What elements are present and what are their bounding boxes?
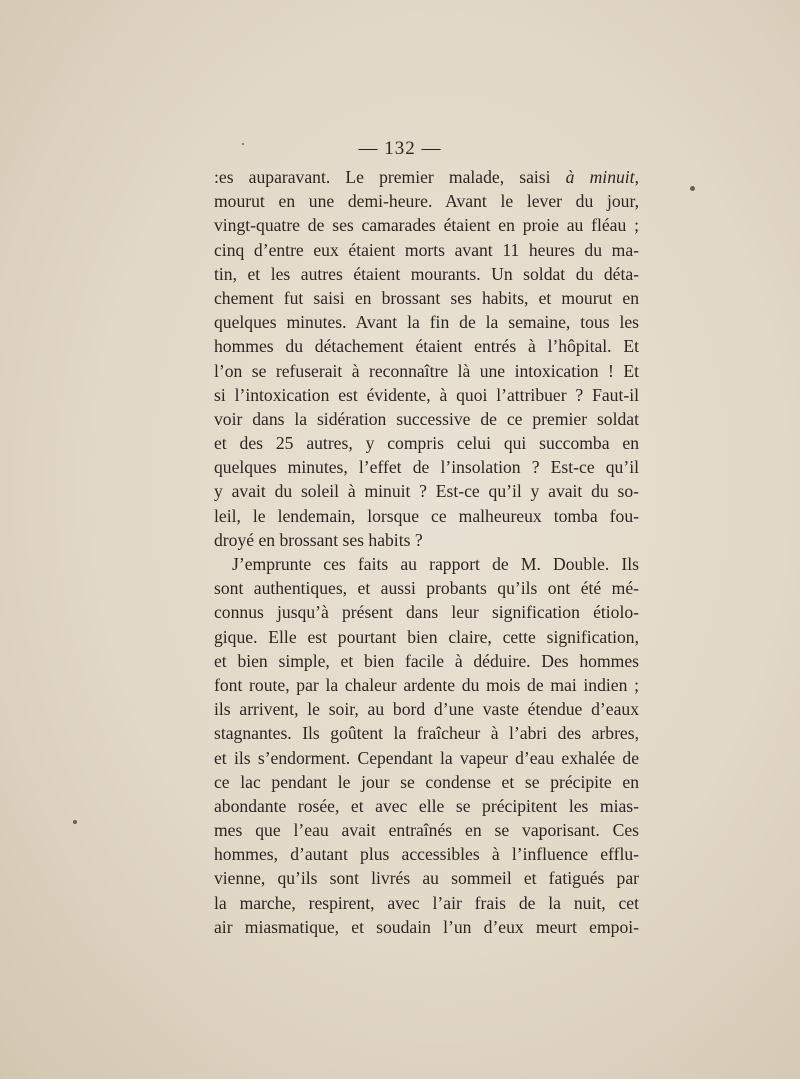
text-segment: quelques minutes. Avant la fin de la semaine, tous les <box>214 312 639 333</box>
text-line <box>214 479 639 503</box>
text-segment: la marche, respirent, avec l’air frais de la nuit, cet <box>214 892 639 913</box>
text-segment: J’emprunte ces faits au rapport de M. Double. Ils <box>232 554 639 574</box>
text-line <box>214 866 639 890</box>
text-segment: tin, et les autres étaient mourants. Un soldat du déta- <box>214 263 639 284</box>
text-line <box>214 165 639 189</box>
text-segment: hommes, d’autant plus accessibles à l’influence efflu- <box>214 844 639 865</box>
body-text <box>214 165 639 939</box>
text-line <box>214 649 639 673</box>
text-segment: mourut en une demi-heure. Avant le lever du jour, <box>214 191 639 212</box>
text-segment: ce lac pendant le jour se condense et se précipite en <box>214 771 639 792</box>
page-number: — 132 — <box>358 138 442 159</box>
text-line <box>214 721 639 745</box>
text-segment: font route, par la chaleur ardente du mois de mai indien ; <box>214 674 639 695</box>
text-segment: si l’intoxication est évidente, à quoi l’attribuer ? Faut-il <box>214 384 639 405</box>
text-segment: y avait du soleil à minuit ? Est-ce qu’il y avait du so- <box>214 481 639 502</box>
text-line <box>214 673 639 697</box>
text-line <box>214 576 639 600</box>
text-segment: quelques minutes, l’effet de l’insolation ? Est-ce qu’il <box>214 457 639 478</box>
text-line <box>214 528 639 552</box>
text-segment: et ils s’endorment. Cependant la vapeur d’eau exhalée de <box>214 747 639 768</box>
text-segment: gique. Elle est pourtant bien claire, cette signification, <box>214 626 639 647</box>
text-line <box>214 794 639 818</box>
text-segment: stagnantes. Ils goûtent la fraîcheur à l’abri des arbres, <box>214 723 639 744</box>
text-segment: mes que l’eau avait entraînés en se vaporisant. Ces <box>214 820 639 841</box>
text-line <box>214 842 639 866</box>
text-segment: abondante rosée, et avec elle se précipitent les mias- <box>214 795 639 816</box>
text-line <box>214 310 639 334</box>
ink-speck <box>242 143 244 145</box>
italic-phrase: à minuit <box>565 167 635 187</box>
text-line <box>214 189 639 213</box>
text-line <box>214 625 639 649</box>
text-segment: air miasmatique, et soudain l’un d’eux meurt empoi- <box>214 916 639 937</box>
text-segment: hommes du détachement étaient entrés à l’hôpital. Et <box>214 336 639 357</box>
text-segment: et bien simple, et bien facile à déduire. Des hommes <box>214 650 639 671</box>
text-line <box>214 407 639 431</box>
text-segment: vienne, qu’ils sont livrés au sommeil et fatigués par <box>214 868 639 889</box>
text-line <box>214 359 639 383</box>
text-line <box>214 455 639 479</box>
text-line <box>214 213 639 237</box>
text-line <box>214 431 639 455</box>
text-segment: voir dans la sidération successive de ce premier soldat <box>214 408 639 429</box>
text-line <box>214 334 639 358</box>
text-line <box>214 770 639 794</box>
text-line <box>214 286 639 310</box>
text-segment: , <box>634 167 639 187</box>
text-segment: connus jusqu’à présent dans leur signification étiolo- <box>214 602 639 623</box>
text-line <box>214 697 639 721</box>
text-segment: chement fut saisi en brossant ses habits, et mourut en <box>214 287 639 308</box>
text-segment: leil, le lendemain, lorsque ce malheureux tomba fou- <box>214 505 639 526</box>
text-line <box>214 383 639 407</box>
text-line <box>214 262 639 286</box>
text-line <box>214 552 639 576</box>
text-line <box>214 818 639 842</box>
text-line <box>214 600 639 624</box>
text-line <box>214 915 639 939</box>
text-segment: ils arrivent, le soir, au bord d’une vaste étendue d’eaux <box>214 699 639 720</box>
text-segment: sont authentiques, et aussi probants qu’ils ont été mé- <box>214 578 639 599</box>
text-segment: droyé en brossant ses habits ? <box>214 529 423 550</box>
ink-speck <box>690 186 695 191</box>
text-segment: cinq d’entre eux étaient morts avant 11 heures du ma- <box>214 239 639 260</box>
text-line <box>214 746 639 770</box>
text-segment: l’on se refuserait à reconnaître là une intoxication ! Et <box>214 360 639 381</box>
text-segment: :es auparavant. Le premier malade, saisi <box>214 167 566 187</box>
text-segment: et des 25 autres, y compris celui qui succomba en <box>214 433 639 454</box>
ink-speck <box>73 820 77 824</box>
text-line <box>214 238 639 262</box>
text-line <box>214 504 639 528</box>
text-line <box>214 891 639 915</box>
text-segment: vingt-quatre de ses camarades étaient en proie au fléau ; <box>214 215 639 236</box>
